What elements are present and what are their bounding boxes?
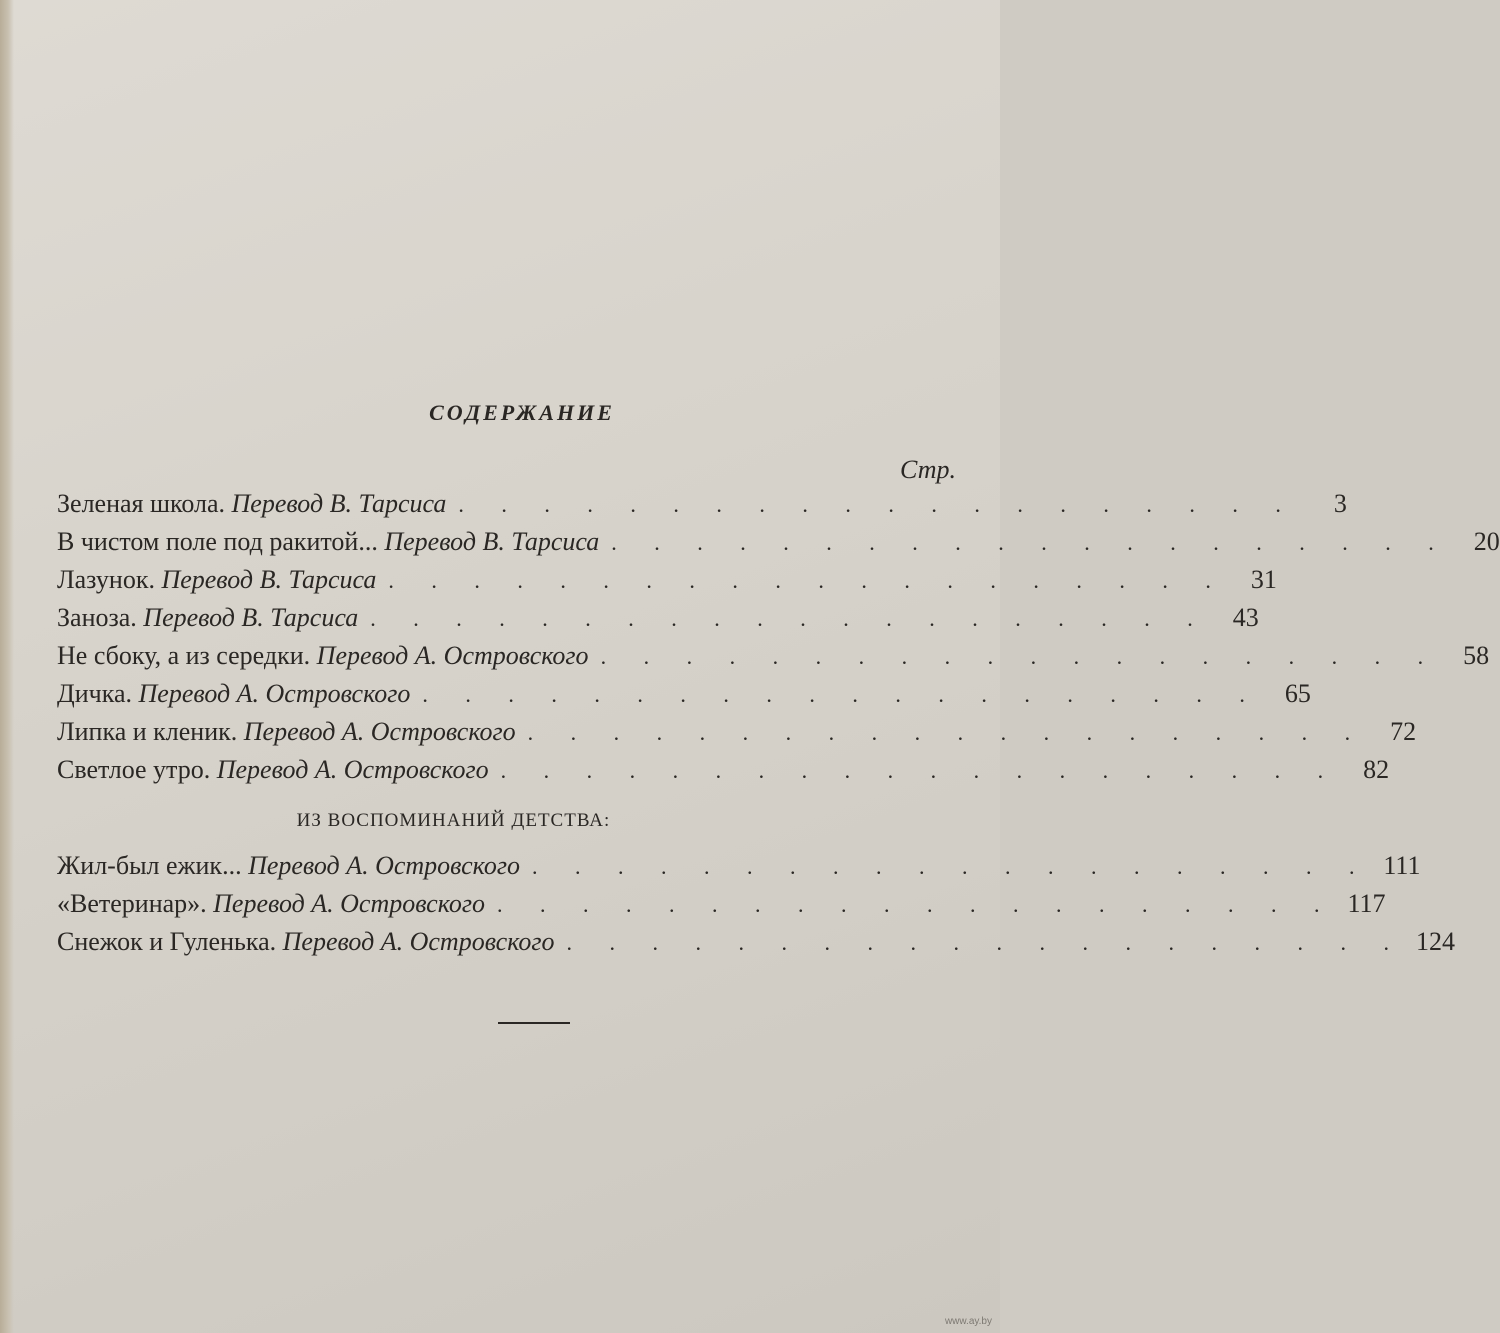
entry-page: 124 <box>1416 927 1456 956</box>
table-of-contents <box>57 485 1500 961</box>
entry-page: 31 <box>1250 565 1277 594</box>
leader-dots: . . . . . . . . . . . . . . . . . . . . <box>566 930 1406 955</box>
toc-entry: Лазунок . Перевод В. Тарсиса . . . . . . . . . . . . . . . . . . . . 31 <box>57 561 960 599</box>
section-heading: ИЗ ВОСПОМИНАНИЙ ДЕТСТВА: <box>296 810 611 831</box>
toc-entry: Светлое утро . Перевод А. Островского . . . . . . . . . . . . . . . . . . . . 82 <box>57 751 960 789</box>
entry-page: 111 <box>1383 851 1421 880</box>
entry-translator: Перевод А. Островского <box>282 927 555 956</box>
entry-title: Дичка <box>57 679 126 708</box>
entry-title: Липка и кленик <box>57 717 231 746</box>
toc-heading: СОДЕРЖАНИЕ <box>429 400 615 425</box>
leader-dots: . . . . . . . . . . . . . . . . . . . . <box>370 606 1209 631</box>
leader-dots: . . . . . . . . . . . . . . . . . . . . <box>531 854 1371 879</box>
entry-title: Заноза <box>57 603 131 632</box>
entry-page: 65 <box>1284 679 1311 708</box>
toc-entry: Зеленая школа . Перевод В. Тарсиса . . . . . . . . . . . . . . . . . . . . 3 <box>57 485 960 523</box>
entry-translator: Перевод А. Островского <box>248 851 520 880</box>
entry-page: 72 <box>1390 717 1417 746</box>
leader-dots: . . . . . . . . . . . . . . . . . . . . <box>458 492 1297 517</box>
entry-title: Светлое утро <box>57 755 204 784</box>
leader-dots: . . . . . . . . . . . . . . . . . . . . <box>422 682 1261 707</box>
leader-dots: . . . . . . . . . . . . . . . . . . . . <box>388 568 1227 593</box>
entry-translator: Перевод А. Островского <box>213 889 486 918</box>
entry-page: 58 <box>1463 641 1490 670</box>
toc-entry: Снежок и Гуленька . Перевод А. Островского . . . . . . . . . . . . . . . . . . . . 124 <box>57 923 960 961</box>
entry-translator: Перевод А. Островского <box>138 679 411 708</box>
entry-title: В чистом поле под ракитой... <box>57 527 378 556</box>
entry-translator: Перевод А. Островского <box>243 717 516 746</box>
leader-dots: . . . . . . . . . . . . . . . . . . . . <box>500 758 1340 783</box>
leader-dots: . . . . . . . . . . . . . . . . . . . . <box>527 720 1367 745</box>
entry-translator: Перевод А. Островского <box>216 755 489 784</box>
leader-dots: . . . . . . . . . . . . . . . . . . . . <box>497 892 1336 917</box>
entry-title: Зеленая школа <box>57 489 219 518</box>
entry-page: 82 <box>1363 755 1390 784</box>
entry-translator: Перевод В. Тарсиса <box>143 603 359 632</box>
entry-title: Жил-был ежик... <box>57 851 242 880</box>
end-rule <box>498 1022 570 1024</box>
entry-translator: Перевод А. Островского <box>316 641 589 670</box>
toc-entry <box>57 523 1500 561</box>
watermark: www.ay.by <box>944 1316 992 1327</box>
leader-dots: . . . . . . . . . . . . . . . . . . . . <box>600 644 1440 669</box>
entry-title: «Ветеринар» <box>57 889 201 918</box>
entry-title: Лазунок <box>57 565 149 594</box>
entry-translator: Перевод В. Тарсиса <box>161 565 377 594</box>
entry-title: Снежок и Гуленька <box>57 927 270 956</box>
leader-dots: . . . . . . . . . . . . . . . . . . . . <box>611 530 1450 555</box>
entry-page: 20 <box>1473 527 1500 556</box>
entry-title: Не сбоку, а из середки <box>57 641 304 670</box>
toc-entry <box>57 847 1421 885</box>
entry-page: 43 <box>1232 603 1259 632</box>
entry-translator: Перевод В. Тарсиса <box>231 489 447 518</box>
toc-entry: Липка и кленик . Перевод А. Островского . . . . . . . . . . . . . . . . . . . . 72 <box>57 713 960 751</box>
toc-entry: «Ветеринар» . Перевод А. Островского . . . . . . . . . . . . . . . . . . . . 117 <box>57 885 960 923</box>
entry-page: 117 <box>1347 889 1386 918</box>
entry-translator: Перевод В. Тарсиса <box>384 527 600 556</box>
page-column-label: Стр. <box>900 455 956 484</box>
page-edge <box>0 0 14 1333</box>
toc-entry: Не сбоку, а из середки . Перевод А. Островского . . . . . . . . . . . . . . . . . . . . 58 <box>57 637 960 675</box>
toc-entry: Заноза . Перевод В. Тарсиса . . . . . . . . . . . . . . . . . . . . 43 <box>57 599 960 637</box>
toc-entry: Дичка . Перевод А. Островского . . . . . . . . . . . . . . . . . . . . 65 <box>57 675 960 713</box>
entry-page: 3 <box>1333 489 1347 518</box>
